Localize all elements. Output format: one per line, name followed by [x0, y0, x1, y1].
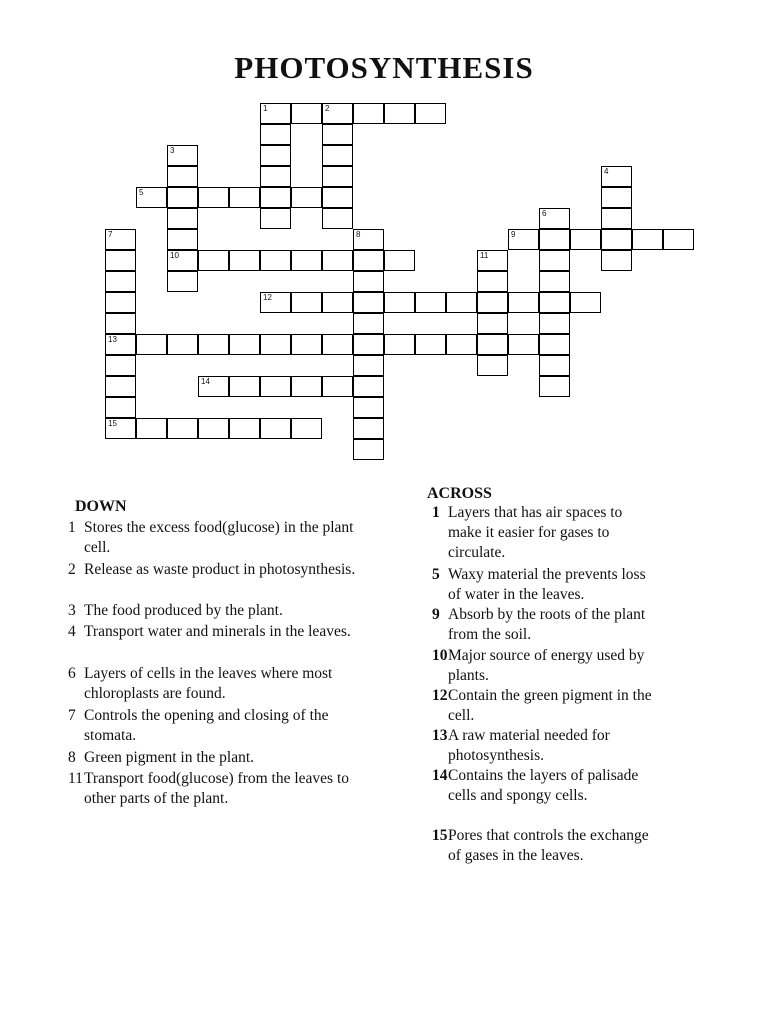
clue-text: Layers that has air spaces to make it easier for gases to circulate.: [448, 504, 623, 561]
grid-cell[interactable]: [198, 376, 229, 397]
grid-cell[interactable]: [136, 334, 167, 355]
grid-cell[interactable]: [601, 187, 632, 208]
grid-cell[interactable]: [353, 229, 384, 250]
grid-cell[interactable]: [167, 166, 198, 187]
grid-cell[interactable]: [167, 271, 198, 292]
grid-cell[interactable]: [260, 418, 291, 439]
grid-cell[interactable]: [384, 250, 415, 271]
clue-number: 10: [432, 647, 448, 664]
grid-cell[interactable]: [601, 250, 632, 271]
clue-text: Contains the layers of palisade cells and spongy cells.: [448, 767, 639, 804]
grid-cell[interactable]: [167, 208, 198, 229]
grid-cell[interactable]: [322, 124, 353, 145]
grid-cell[interactable]: [539, 229, 570, 250]
grid-cell[interactable]: [508, 334, 539, 355]
grid-cell[interactable]: [322, 145, 353, 166]
cell-number: 11: [480, 251, 489, 260]
grid-cell[interactable]: [353, 271, 384, 292]
grid-cell[interactable]: [105, 334, 136, 355]
grid-cell[interactable]: [353, 250, 384, 271]
clue-number: 15: [432, 827, 448, 844]
clue-text: Contain the green pigment in the cell.: [448, 687, 652, 724]
grid-cell[interactable]: [446, 292, 477, 313]
grid-cell[interactable]: [105, 271, 136, 292]
grid-cell[interactable]: [260, 124, 291, 145]
grid-cell[interactable]: [384, 103, 415, 124]
grid-cell[interactable]: [632, 229, 663, 250]
grid-cell[interactable]: [601, 166, 632, 187]
grid-cell[interactable]: [508, 292, 539, 313]
grid-cell[interactable]: [322, 376, 353, 397]
grid-cell[interactable]: [539, 271, 570, 292]
grid-cell[interactable]: [353, 334, 384, 355]
grid-cell[interactable]: [539, 334, 570, 355]
grid-cell[interactable]: [260, 334, 291, 355]
grid-cell[interactable]: [229, 376, 260, 397]
clue-number: 8: [68, 749, 76, 766]
clue-number: 1: [68, 519, 76, 536]
grid-cell[interactable]: [291, 376, 322, 397]
clue-text: A raw material needed for photosynthesis.: [448, 727, 610, 764]
grid-cell[interactable]: [539, 313, 570, 334]
grid-cell[interactable]: [167, 334, 198, 355]
grid-cell[interactable]: [477, 334, 508, 355]
cell-number: 2: [325, 104, 330, 113]
grid-cell[interactable]: [198, 334, 229, 355]
grid-cell[interactable]: [415, 334, 446, 355]
clue-text: Layers of cells in the leaves where most chloroplasts are found.: [84, 665, 333, 702]
clue-text: Transport water and minerals in the leaves.: [84, 623, 351, 640]
clue-number: 7: [68, 707, 76, 724]
grid-cell[interactable]: [167, 187, 198, 208]
cell-number: 4: [604, 167, 609, 176]
grid-cell[interactable]: [167, 145, 198, 166]
clue-text: The food produced by the plant.: [84, 602, 283, 619]
cell-number: 7: [108, 230, 113, 239]
grid-cell[interactable]: [260, 376, 291, 397]
clue-number: 9: [432, 606, 440, 623]
grid-cell[interactable]: [291, 292, 322, 313]
across-heading: ACROSS: [427, 485, 492, 502]
grid-cell[interactable]: [353, 313, 384, 334]
grid-cell[interactable]: [322, 166, 353, 187]
grid-cell[interactable]: [384, 334, 415, 355]
clue-number: 5: [432, 566, 440, 583]
cell-number: 9: [511, 230, 516, 239]
clue-text: Transport food(glucose) from the leaves to other parts of the plant.: [84, 770, 350, 807]
grid-cell[interactable]: [539, 208, 570, 229]
grid-cell[interactable]: [291, 334, 322, 355]
clue-text: Stores the excess food(glucose) in the plant cell.: [84, 519, 354, 556]
grid-cell[interactable]: [322, 208, 353, 229]
grid-cell[interactable]: [477, 271, 508, 292]
grid-cell[interactable]: [136, 418, 167, 439]
cell-number: 15: [108, 419, 117, 428]
clue-number: 11: [68, 770, 83, 787]
grid-cell[interactable]: [353, 376, 384, 397]
cell-number: 3: [170, 146, 175, 155]
grid-cell[interactable]: [167, 229, 198, 250]
grid-cell[interactable]: [136, 187, 167, 208]
grid-cell[interactable]: [477, 292, 508, 313]
grid-cell[interactable]: [229, 334, 260, 355]
grid-cell[interactable]: [260, 187, 291, 208]
clue-text: Green pigment in the plant.: [84, 749, 255, 766]
clue-text: Absorb by the roots of the plant from the soil.: [448, 606, 646, 643]
grid-cell[interactable]: [353, 292, 384, 313]
clue-number: 1: [432, 504, 440, 521]
grid-cell[interactable]: [260, 145, 291, 166]
grid-cell[interactable]: [539, 292, 570, 313]
grid-cell[interactable]: [291, 418, 322, 439]
grid-cell[interactable]: [570, 292, 601, 313]
grid-cell[interactable]: [105, 250, 136, 271]
grid-cell[interactable]: [167, 250, 198, 271]
grid-cell[interactable]: [260, 103, 291, 124]
clue-text: Pores that controls the exchange of gases in the leaves.: [448, 827, 649, 864]
grid-cell[interactable]: [198, 418, 229, 439]
grid-cell[interactable]: [353, 397, 384, 418]
cell-number: 14: [201, 377, 210, 386]
cell-number: 13: [108, 335, 117, 344]
grid-cell[interactable]: [322, 292, 353, 313]
grid-cell[interactable]: [260, 166, 291, 187]
clue-text: Controls the opening and closing of the stomata.: [84, 707, 329, 744]
clue-number: 6: [68, 665, 76, 682]
grid-cell[interactable]: [477, 250, 508, 271]
grid-cell[interactable]: [229, 187, 260, 208]
grid-cell[interactable]: [260, 292, 291, 313]
grid-cell[interactable]: [477, 313, 508, 334]
grid-cell[interactable]: [291, 187, 322, 208]
cell-number: 12: [263, 293, 272, 302]
grid-cell[interactable]: [415, 103, 446, 124]
page-title: PHOTOSYNTHESIS: [234, 50, 534, 85]
grid-cell[interactable]: [663, 229, 694, 250]
clue-number: 12: [432, 687, 448, 704]
grid-cell[interactable]: [446, 334, 477, 355]
cell-number: 1: [263, 104, 268, 113]
grid-cell[interactable]: [353, 418, 384, 439]
grid-cell[interactable]: [260, 208, 291, 229]
clue-text: Waxy material the prevents loss of water in the leaves.: [448, 566, 646, 603]
cell-number: 5: [139, 188, 144, 197]
clue-number: 2: [68, 561, 76, 578]
clue-number: 3: [68, 602, 76, 619]
grid-cell[interactable]: [105, 292, 136, 313]
grid-cell[interactable]: [167, 418, 198, 439]
clue-number: 4: [68, 623, 76, 640]
cell-number: 10: [170, 251, 179, 260]
grid-cell[interactable]: [508, 229, 539, 250]
grid-cell[interactable]: [322, 250, 353, 271]
grid-cell[interactable]: [539, 376, 570, 397]
grid-cell[interactable]: [260, 250, 291, 271]
grid-cell[interactable]: [229, 250, 260, 271]
clue-text: Major source of energy used by plants.: [448, 647, 645, 684]
grid-cell[interactable]: [105, 376, 136, 397]
grid-cell[interactable]: [105, 229, 136, 250]
cell-number: 6: [542, 209, 547, 218]
grid-cell[interactable]: [384, 292, 415, 313]
down-heading: DOWN: [75, 498, 127, 515]
clue-text: Release as waste product in photosynthesis.: [84, 561, 356, 578]
grid-cell[interactable]: [353, 355, 384, 376]
grid-cell[interactable]: [105, 313, 136, 334]
clue-number: 14: [432, 767, 448, 784]
grid-cell[interactable]: [415, 292, 446, 313]
grid-cell[interactable]: [477, 355, 508, 376]
grid-cell[interactable]: [353, 103, 384, 124]
grid-cell[interactable]: [539, 355, 570, 376]
grid-cell[interactable]: [322, 187, 353, 208]
cell-number: 8: [356, 230, 361, 239]
grid-cell[interactable]: [322, 334, 353, 355]
grid-cell[interactable]: [601, 208, 632, 229]
grid-cell[interactable]: [198, 187, 229, 208]
grid-cell[interactable]: [105, 355, 136, 376]
grid-cell[interactable]: [601, 229, 632, 250]
grid-cell[interactable]: [570, 229, 601, 250]
grid-cell[interactable]: [105, 397, 136, 418]
grid-cell[interactable]: [539, 250, 570, 271]
grid-cell[interactable]: [291, 103, 322, 124]
grid-cell[interactable]: [322, 103, 353, 124]
grid-cell[interactable]: [353, 439, 384, 460]
grid-cell[interactable]: [198, 250, 229, 271]
grid-cell[interactable]: [105, 418, 136, 439]
grid-cell[interactable]: [229, 418, 260, 439]
clue-number: 13: [432, 727, 448, 744]
grid-cell[interactable]: [291, 250, 322, 271]
